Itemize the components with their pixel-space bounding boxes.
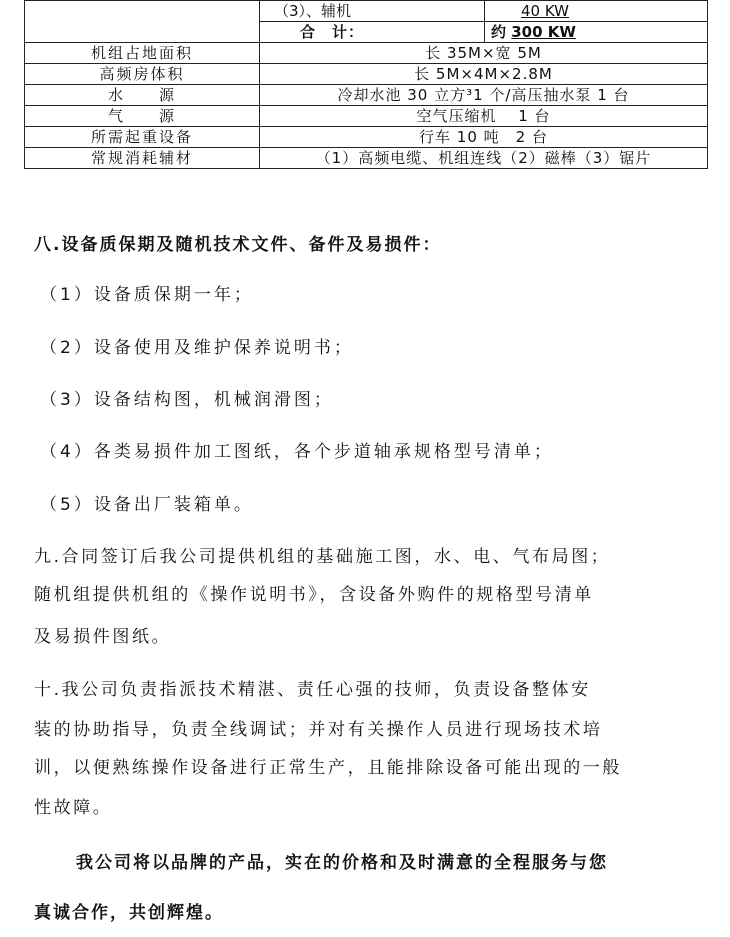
- table-row: [25, 106, 708, 127]
- row-value: 长 5M×4M×2.8M: [260, 64, 708, 85]
- section8-item: （3）设备结构图，机械润滑图；: [40, 390, 334, 410]
- row-value: 冷却水池 30 立方³1 个/高压抽水泵 1 台: [260, 85, 708, 106]
- table-row: [25, 85, 708, 106]
- closing-line: 我公司将以品牌的产品，实在的价格和及时满意的全程服务与您: [76, 853, 608, 873]
- section10-line: 训，以便熟练操作设备进行正常生产，且能排除设备可能出现的一般: [34, 758, 622, 778]
- section9-line: 随机组提供机组的《操作说明书》，含设备外购件的规格型号清单: [34, 585, 594, 605]
- total-name: 合 计：: [260, 22, 485, 43]
- row-label: 水 源: [25, 85, 260, 106]
- row-label: 高频房体积: [25, 64, 260, 85]
- section9-line: 九.合同签订后我公司提供机组的基础施工图，水、电、气布局图；: [34, 547, 611, 567]
- row-value: 长 35M×宽 5M: [260, 43, 708, 64]
- table-row: [25, 148, 708, 169]
- section9-line: 及易损件图纸。: [34, 627, 172, 647]
- row-value: （1）高频电缆、机组连线（2）磁棒（3）锯片: [260, 148, 708, 169]
- row-value: 行车 10 吨 2 台: [260, 127, 708, 148]
- table-row-aux: [25, 1, 708, 22]
- table-row: [25, 127, 708, 148]
- row-label: 气 源: [25, 106, 260, 127]
- section10-line: 十.我公司负责指派技术精湛、责任心强的技师，负责设备整体安: [34, 680, 591, 700]
- table-cell-blank: [25, 1, 260, 43]
- table-row: [25, 64, 708, 85]
- row-value: 空气压缩机 1 台: [260, 106, 708, 127]
- row-label: 机组占地面积: [25, 43, 260, 64]
- total-value-cell: [485, 22, 708, 43]
- section8-item: （5）设备出厂装箱单。: [40, 495, 254, 515]
- section8-item: （2）设备使用及维护保养说明书；: [40, 338, 354, 358]
- section10-line: 装的协助指导，负责全线调试；并对有关操作人员进行现场技术培: [34, 720, 603, 740]
- total-value-prefix: 约: [491, 23, 507, 41]
- row-label: 常规消耗辅材: [25, 148, 260, 169]
- spec-table: [24, 0, 708, 169]
- total-value: 300 KW: [511, 23, 576, 41]
- section8-item: （4）各类易损件加工图纸，各个步道轴承规格型号清单；: [40, 442, 554, 462]
- row-label: 所需起重设备: [25, 127, 260, 148]
- table-row: [25, 43, 708, 64]
- section10-line: 性故障。: [34, 798, 113, 818]
- aux-value-cell: [485, 1, 708, 22]
- section8-heading: 八.设备质保期及随机技术文件、备件及易损件：: [34, 235, 442, 255]
- section8-item: （1）设备质保期一年；: [40, 285, 254, 305]
- closing-line: 真诚合作，共创辉煌。: [34, 903, 224, 923]
- aux-value: 40 KW: [521, 2, 570, 20]
- aux-name: （3）、辅机: [260, 1, 485, 22]
